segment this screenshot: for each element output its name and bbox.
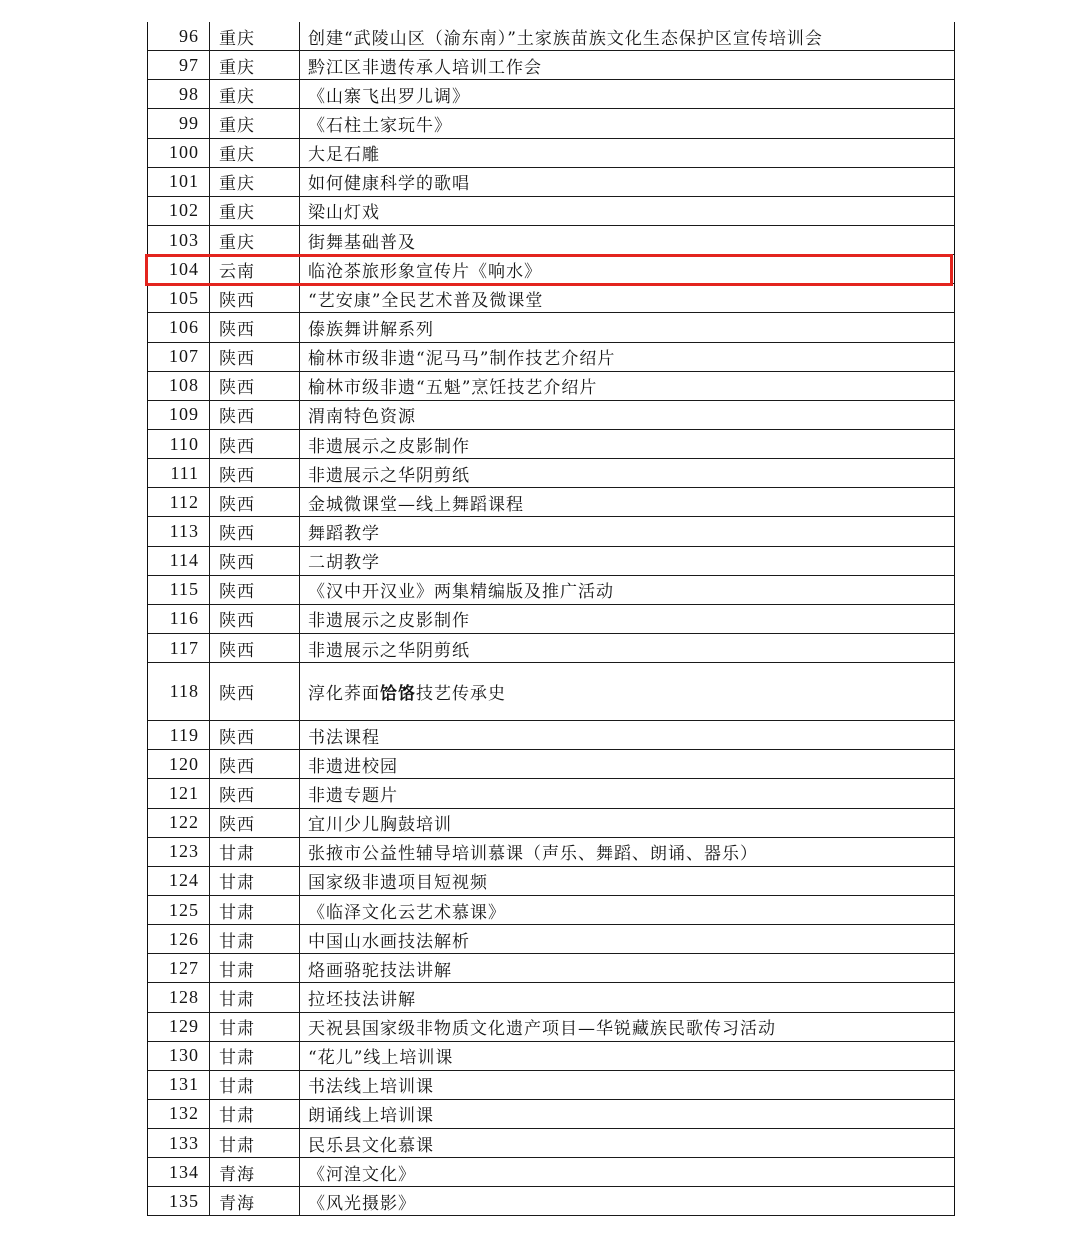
table-row [148, 139, 954, 168]
table-row [148, 1100, 954, 1129]
province-cell: 陕西 [210, 459, 300, 487]
table-row [148, 1071, 954, 1100]
province-cell: 青海 [210, 1158, 300, 1186]
province-cell: 重庆 [210, 226, 300, 254]
row-number-cell: 134 [148, 1158, 210, 1186]
table-row [148, 954, 954, 983]
title-cell: 黔江区非遗传承人培训工作会 [308, 57, 542, 78]
table-row [148, 1129, 954, 1158]
table-row [148, 896, 954, 925]
row-number-cell: 120 [148, 750, 210, 778]
title-cell: 朗诵线上培训课 [308, 1106, 434, 1127]
row-number-cell: 121 [148, 779, 210, 807]
table-row [148, 663, 954, 721]
table-row [148, 401, 954, 430]
title-cell: 临沧茶旅形象宣传片《响水》 [308, 261, 542, 282]
row-number-cell: 128 [148, 983, 210, 1011]
province-cell: 重庆 [210, 51, 300, 79]
table-row [148, 750, 954, 779]
province-cell: 陕西 [210, 313, 300, 341]
row-number-cell: 97 [148, 51, 210, 79]
row-number-cell: 114 [148, 547, 210, 575]
province-cell: 甘肃 [210, 925, 300, 953]
table-row [148, 605, 954, 634]
row-number-cell: 127 [148, 954, 210, 982]
table-row [148, 284, 954, 313]
title-cell: 中国山水画技法解析 [308, 931, 470, 952]
row-number-cell: 129 [148, 1013, 210, 1041]
title-cell: 书法线上培训课 [308, 1077, 434, 1098]
province-cell: 重庆 [210, 109, 300, 137]
title-cell: 非遗展示之皮影制作 [308, 611, 470, 632]
table-row [148, 634, 954, 663]
province-cell: 甘肃 [210, 867, 300, 895]
province-cell: 青海 [210, 1187, 300, 1215]
table-row [148, 576, 954, 605]
table-row [148, 109, 954, 138]
table-row [148, 226, 954, 255]
table-row [148, 1187, 954, 1216]
province-cell: 重庆 [210, 168, 300, 196]
title-cell: 非遗展示之皮影制作 [308, 436, 470, 457]
title-cell: 非遗进校园 [308, 756, 398, 777]
row-number-cell: 122 [148, 809, 210, 837]
row-number-cell: 119 [148, 721, 210, 749]
table-row [148, 721, 954, 750]
table-row [148, 22, 954, 51]
table-row [148, 430, 954, 459]
row-number-cell: 130 [148, 1042, 210, 1070]
title-cell: 天祝县国家级非物质文化遗产项目—华锐藏族民歌传习活动 [308, 1019, 776, 1040]
title-cell: 张掖市公益性辅导培训慕课（声乐、舞蹈、朗诵、器乐） [308, 844, 758, 865]
table-row [148, 1158, 954, 1187]
row-number-cell: 110 [148, 430, 210, 458]
table-row [148, 983, 954, 1012]
province-cell: 甘肃 [210, 838, 300, 866]
title-cell: 大足石雕 [308, 145, 380, 166]
row-number-cell: 118 [148, 663, 210, 720]
province-cell: 陕西 [210, 430, 300, 458]
title-cell: 《河湟文化》 [308, 1164, 416, 1185]
title-cell: 非遗展示之华阴剪纸 [308, 640, 470, 661]
title-cell [300, 663, 954, 720]
province-cell: 重庆 [210, 139, 300, 167]
title-cell: 二胡教学 [308, 553, 380, 574]
title-cell: 梁山灯戏 [308, 203, 380, 224]
table-row [148, 779, 954, 808]
row-number-cell: 99 [148, 109, 210, 137]
title-cell: 舞蹈教学 [308, 523, 380, 544]
table-row [148, 343, 954, 372]
title-cell: 书法课程 [308, 727, 380, 748]
table-row [148, 925, 954, 954]
province-cell: 重庆 [210, 22, 300, 50]
title-cell: 国家级非遗项目短视频 [308, 873, 488, 894]
row-number-cell: 105 [148, 284, 210, 312]
row-number-cell: 109 [148, 401, 210, 429]
province-cell: 甘肃 [210, 1071, 300, 1099]
row-number-cell: 102 [148, 197, 210, 225]
province-cell: 重庆 [210, 197, 300, 225]
table-row [148, 838, 954, 867]
row-number-cell: 111 [148, 459, 210, 487]
province-cell: 陕西 [210, 750, 300, 778]
title-cell: 街舞基础普及 [308, 232, 416, 253]
title-cell: 榆林市级非遗“泥马马”制作技艺介绍片 [308, 349, 616, 370]
province-cell: 陕西 [210, 401, 300, 429]
table-row [148, 1042, 954, 1071]
province-cell: 甘肃 [210, 983, 300, 1011]
row-number-cell: 106 [148, 313, 210, 341]
province-cell: 甘肃 [210, 1013, 300, 1041]
table-row [148, 459, 954, 488]
title-cell: 傣族舞讲解系列 [308, 319, 434, 340]
title-cell: 拉坯技法讲解 [308, 989, 416, 1010]
row-number-cell: 113 [148, 517, 210, 545]
row-number-cell: 107 [148, 343, 210, 371]
table-row [148, 488, 954, 517]
title-cell: 《临泽文化云艺术慕课》 [308, 902, 506, 923]
table-row [148, 313, 954, 342]
table-row [148, 51, 954, 80]
row-number-cell: 98 [148, 80, 210, 108]
province-cell: 甘肃 [210, 1042, 300, 1070]
title-cell: 《石柱土家玩牛》 [308, 115, 452, 136]
province-cell: 陕西 [210, 779, 300, 807]
title-cell: 榆林市级非遗“五魁”烹饪技艺介绍片 [308, 378, 598, 399]
row-number-cell: 116 [148, 605, 210, 633]
province-cell: 甘肃 [210, 896, 300, 924]
row-number-cell: 126 [148, 925, 210, 953]
title-cell: 如何健康科学的歌唱 [308, 174, 470, 195]
province-cell: 陕西 [210, 343, 300, 371]
row-number-cell: 124 [148, 867, 210, 895]
table-row [148, 1013, 954, 1042]
province-cell: 陕西 [210, 809, 300, 837]
table-row [148, 372, 954, 401]
title-cell: 烙画骆驼技法讲解 [308, 960, 452, 981]
row-number-cell: 131 [148, 1071, 210, 1099]
program-table [147, 22, 955, 1216]
province-cell: 陕西 [210, 284, 300, 312]
title-cell: 金城微课堂—线上舞蹈课程 [308, 494, 524, 515]
title-segment: 淳化荞面 [308, 684, 380, 705]
province-cell: 陕西 [210, 547, 300, 575]
row-number-cell: 103 [148, 226, 210, 254]
row-number-cell: 104 [148, 255, 210, 283]
title-cell: 《风光摄影》 [308, 1193, 416, 1214]
province-cell: 陕西 [210, 721, 300, 749]
row-number-cell: 112 [148, 488, 210, 516]
province-cell: 陕西 [210, 634, 300, 662]
table-row [148, 517, 954, 546]
province-cell: 甘肃 [210, 1129, 300, 1157]
province-cell: 陕西 [210, 372, 300, 400]
row-number-cell: 108 [148, 372, 210, 400]
province-cell: 陕西 [210, 605, 300, 633]
province-cell: 甘肃 [210, 1100, 300, 1128]
title-cell: 非遗专题片 [308, 785, 398, 806]
title-cell: 民乐县文化慕课 [308, 1135, 434, 1156]
table-row [148, 867, 954, 896]
title-cell: 渭南特色资源 [308, 407, 416, 428]
province-cell: 甘肃 [210, 954, 300, 982]
table-row [148, 547, 954, 576]
title-cell: 宜川少儿胸鼓培训 [308, 815, 452, 836]
province-cell: 陕西 [210, 576, 300, 604]
table-row [148, 255, 954, 284]
province-cell: 云南 [210, 255, 300, 283]
table-row [148, 168, 954, 197]
row-number-cell: 125 [148, 896, 210, 924]
title-cell: 《山寨飞出罗儿调》 [308, 86, 470, 107]
title-cell: 创建“武陵山区（渝东南）”土家族苗族文化生态保护区宣传培训会 [308, 28, 823, 49]
title-cell: “花儿”线上培训课 [308, 1048, 454, 1069]
row-number-cell: 115 [148, 576, 210, 604]
province-cell: 陕西 [210, 488, 300, 516]
row-number-cell: 135 [148, 1187, 210, 1215]
row-number-cell: 132 [148, 1100, 210, 1128]
title-cell: 非遗展示之华阴剪纸 [308, 465, 470, 486]
row-number-cell: 133 [148, 1129, 210, 1157]
province-cell: 陕西 [210, 517, 300, 545]
title-cell: “艺安康”全民艺术普及微课堂 [308, 290, 544, 311]
row-number-cell: 96 [148, 22, 210, 50]
row-number-cell: 117 [148, 634, 210, 662]
row-number-cell: 123 [148, 838, 210, 866]
title-segment: 饸饹 [380, 684, 416, 705]
table-row [148, 197, 954, 226]
row-number-cell: 101 [148, 168, 210, 196]
province-cell: 陕西 [210, 663, 300, 720]
title-segment: 技艺传承史 [416, 684, 506, 705]
title-cell: 《汉中开汉业》两集精编版及推广活动 [308, 582, 614, 603]
table-row [148, 809, 954, 838]
row-number-cell: 100 [148, 139, 210, 167]
province-cell: 重庆 [210, 80, 300, 108]
table-row [148, 80, 954, 109]
